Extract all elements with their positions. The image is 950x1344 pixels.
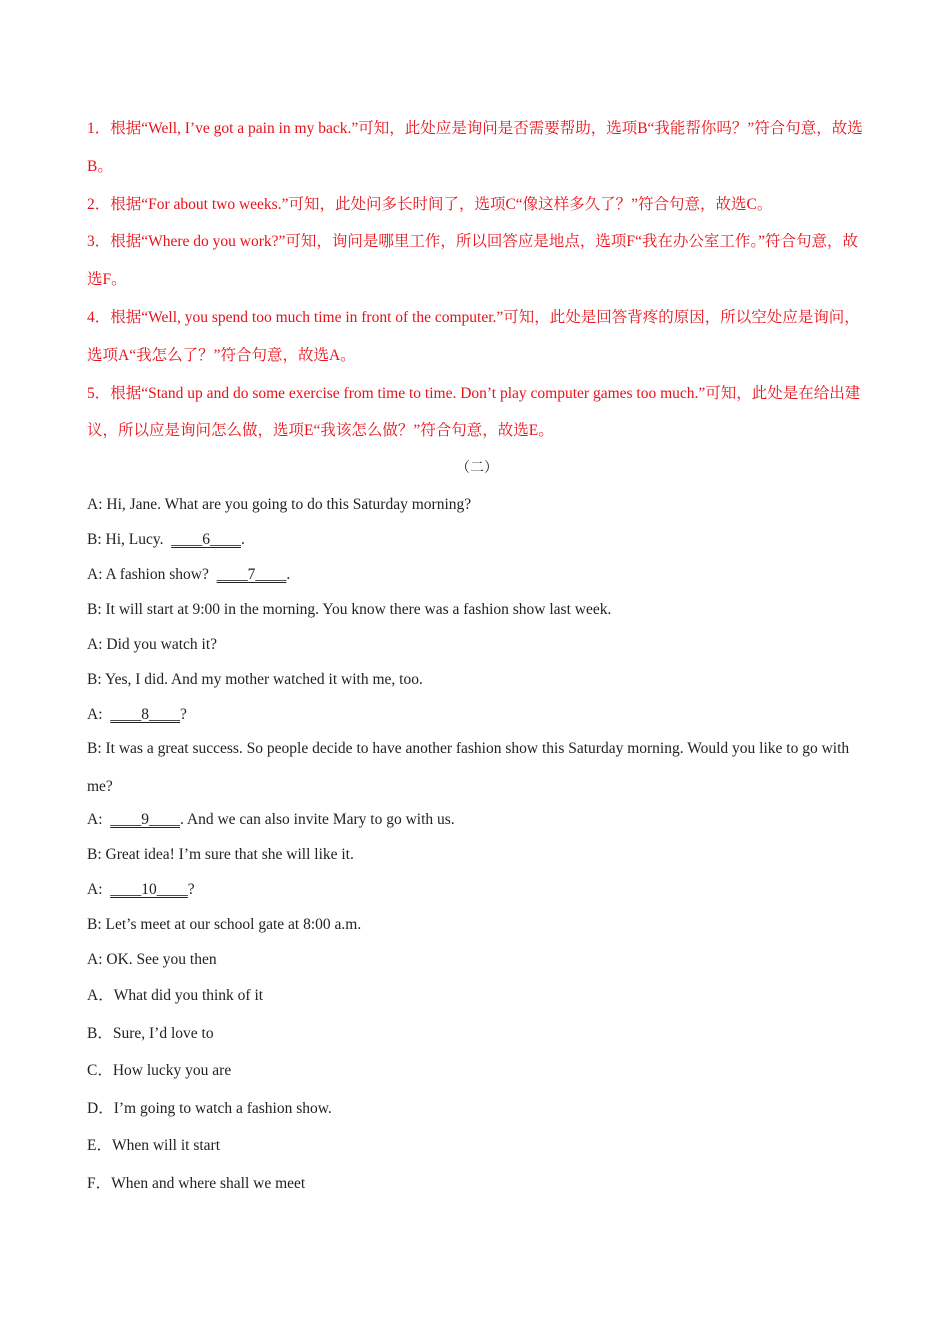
dialogue-line: B: Great idea! I’m sure that she will like it. (87, 846, 354, 864)
dialogue-line: A: Did you watch it? (87, 636, 218, 654)
option-f: F．When and where shall we meet (87, 1174, 306, 1192)
answer-explanation-4: 4．根据“Well, you spend too much time in front of the computer.”可知，此处是回答背疼的原因，所以空处应是询问，选项A“我怎么了？”符合句意，故选A。 (87, 308, 860, 364)
dialogue-line-text: A: (87, 811, 111, 829)
answer-explanation-2: 2．根据“For about two weeks.”可知，此处问多长时间了，选项C“像这样多久了？”符合句意，故选C。 (87, 195, 773, 213)
dialogue-line: A: Hi, Jane. What are you going to do this Saturday morning? (87, 496, 472, 514)
blank-7: ____7____ (216, 566, 287, 584)
blank-6: ____6____ (171, 531, 241, 549)
document-page (87, 110, 867, 1202)
dialogue-line: A: OK. See you then (87, 951, 217, 969)
dialogue-line-text: B: Hi, Lucy. (87, 531, 172, 549)
dialogue-line (87, 697, 867, 732)
dialogue-line (87, 802, 867, 837)
dialogue-line-text: A: (87, 881, 111, 899)
dialogue-line: B: It will start at 9:00 in the morning. You know there was a fashion show last week. (87, 601, 612, 619)
dialogue-line: B: It was a great success. So people decide to have another fashion show this Saturday morning. Would you like to go with me? (87, 740, 850, 796)
option-c: C．How lucky you are (87, 1062, 232, 1080)
blank-9: ____9____ (110, 811, 180, 829)
dialogue-line-text: . (241, 531, 245, 549)
blank-10: ____10____ (110, 881, 188, 899)
answer-explanation-1: 1．根据“Well, I’ve got a pain in my back.”可知，此处应是询问是否需要帮助，选项B“我能帮你吗？”符合句意，故选B。 (87, 120, 863, 175)
dialogue-line-text: ? (187, 881, 195, 899)
answer-options (87, 977, 867, 1202)
dialogue-line (87, 522, 867, 557)
dialogue (87, 487, 867, 977)
dialogue-line-text: . And we can also invite Mary to go with us. (180, 811, 455, 829)
option-a: A．What did you think of it (87, 987, 264, 1005)
dialogue-line-text: A: (87, 706, 111, 724)
dialogue-line: B: Let’s meet at our school gate at 8:00 a.m. (87, 916, 362, 934)
answer-explanation-5: 5．根据“Stand up and do some exercise from time to time. Don’t play computer games too much.”可知，此处是在给出建议，所以应是询问怎么做，选项E“我该怎么做？”符合句意，故选E。 (87, 384, 861, 440)
section-title: （二） (456, 461, 498, 477)
dialogue-line (87, 872, 867, 907)
dialogue-line-text: A: A fashion show? (87, 566, 217, 584)
option-d: D．I’m going to watch a fashion show. (87, 1099, 332, 1117)
dialogue-line: B: Yes, I did. And my mother watched it with me, too. (87, 671, 423, 689)
answer-explanation-3: 3．根据“Where do you work?”可知，询问是哪里工作，所以回答应是地点，选项F“我在办公室工作。”符合句意，故选F。 (87, 233, 859, 289)
answer-explanations (87, 110, 867, 450)
dialogue-line-text: ? (180, 706, 187, 724)
dialogue-line (87, 557, 867, 592)
dialogue-line-text: . (286, 566, 291, 584)
option-e: E．When will it start (87, 1137, 221, 1155)
blank-8: ____8____ (110, 706, 180, 724)
option-b: B．Sure, I’d love to (87, 1024, 214, 1042)
